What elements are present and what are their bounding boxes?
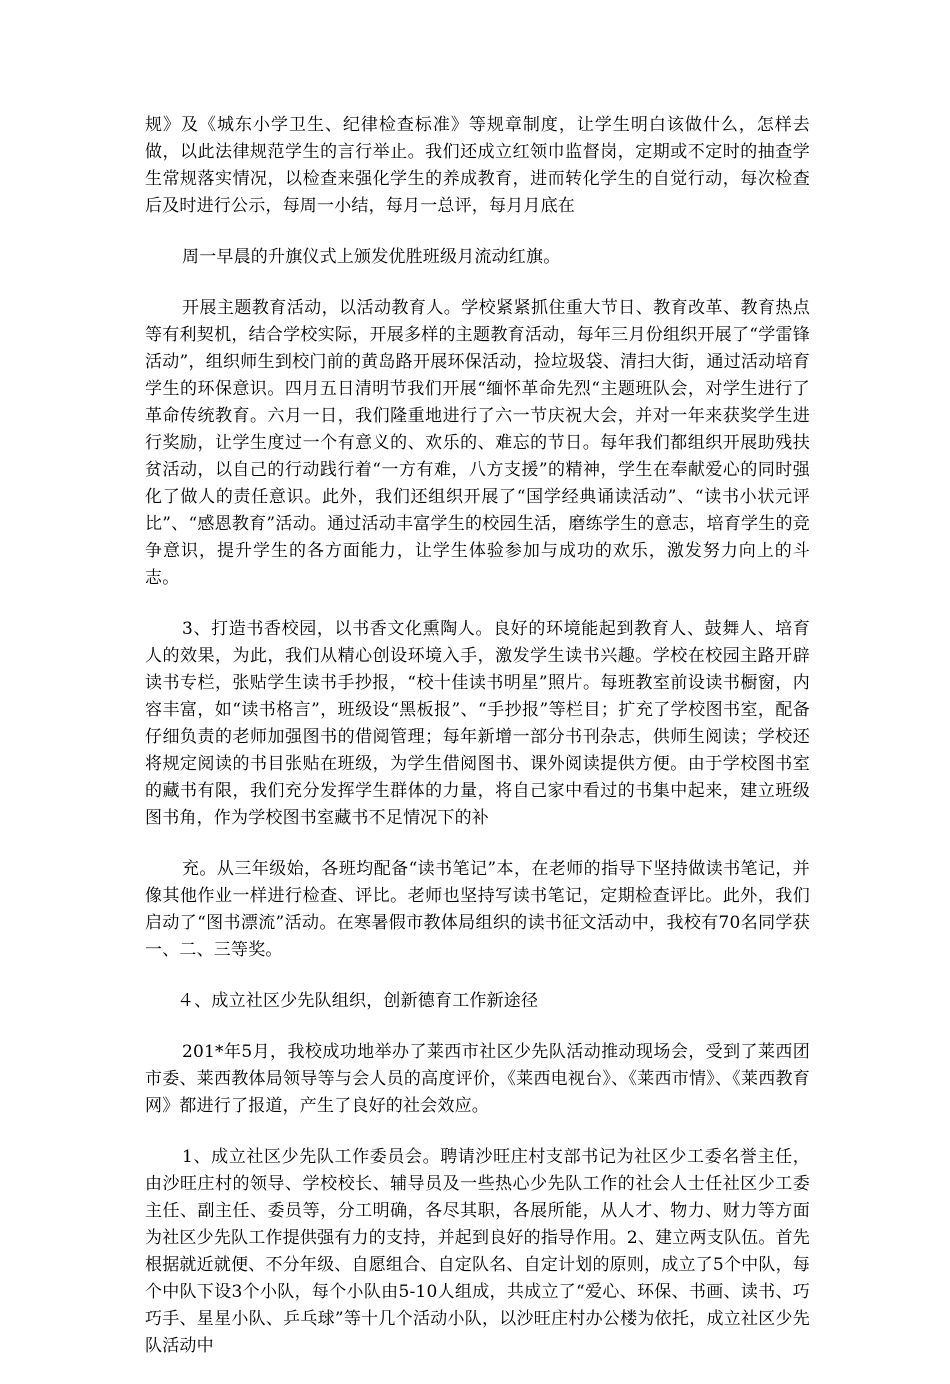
paragraph-4: 3、打造书香校园，以书香文化熏陶人。良好的环境能起到教育人、鼓舞人、培育人的效果，为此，我们从精心创设环境入手，激发学生读书兴趣。学校在校园主路开辟读书专栏，张贴学生读书手抄报，“校十佳读书明星”照片。每班教室前设读书橱窗，内容丰富，如“读书格言”，班级设“黑板报”、“手抄报”等栏目；扩充了学校图书室，配备仔细负责的老师加强图书的借阅管理；每年新增一部分书刊杂志，供师生阅读；学校还将规定阅读的书目张贴在班级，为学生借阅图书、课外阅读提供方便。由于学校图书室的藏书有限，我们充分发挥学生群体的力量，将自己家中看过的书集中起来，建立班级图书角，作为学校图书室藏书不足情况下的补 [145, 619, 810, 828]
paragraph-3: 开展主题教育活动，以活动教育人。学校紧紧抓住重大节日、教育改革、教育热点等有利契机，结合学校实际，开展多样的主题教育活动，每年三月份组织开展了“学雷锋活动”，组织师生到校门前的黄岛路开展环保活动，捡垃圾袋、清扫大街，通过活动培育学生的环保意识。四月五日清明节我们开展“缅怀革命先烈“主题班队会，对学生进行了革命传统教育。六月一日，我们隆重地进行了六一节庆祝大会，并对一年来获奖学生进行奖励，让学生度过一个有意义的、欢乐的、难忘的节日。每年我们都组织开展助残扶贫活动，以自己的行动践行着“一方有难，八方支援”的精神，学生在奉献爱心的同时强化了做人的责任意识。此外，我们还组织开展了“国学经典诵读活动”、“读书小状元评比”、“感恩教育”活动。通过活动丰富学生的校园生活，磨练学生的意志，培育学生的竞争意识，提升学生的各方面能力，让学生体验参加与成功的欢乐，激发努力向上的斗志。 [145, 298, 810, 588]
paragraph-5: 充。从三年级始，各班均配备“读书笔记”本，在老师的指导下坚持做读书笔记，并像其他作业一样进行检查、评比。老师也坚持写读书笔记，定期检查评比。此外，我们启动了“图书漂流”活动。在寒暑假市教体局组织的读书征文活动中，我校有70名同学获一、二、三等奖。 [145, 859, 810, 960]
paragraph-2: 周一早晨的升旗仪式上颁发优胜班级月流动红旗。 [182, 247, 561, 267]
paragraph-1: 规》及《城东小学卫生、纪律检查标准》等规章制度，让学生明白该做什么，怎样去做，以此法律规范学生的言行举止。我们还成立红领巾监督岗，定期或不定时的抽查学生常规落实情况，以检查来强化学生的养成教育，进而转化学生的自觉行动，每次检查后及时进行公示，每周一小结，每月一总评，每月月底在 [145, 115, 810, 216]
section-heading: ４、成立社区少先队组织，创新德育工作新途径 [177, 991, 539, 1011]
paragraph-8: 1、成立社区少先队工作委员会。聘请沙旺庄村支部书记为社区少工委名誉主任，由沙旺庄村的领导、学校校长、辅导员及一些热心少先队工作的社会人士任社区少工委主任、副主任、委员等，分工明确，各尽其职，各展所能，从人才、物力、财力等方面为社区少先队工作提供强有力的支持，并起到良好的指导作用。2、建立两支队伍。首先根据就近就便、不分年级、自愿组合、自定队名、自定计划的原则，成立了5个中队，每个中队下设3个小队，每个小队由5-10人组成，共成立了“爱心、环保、书画、读书、巧巧手、星星小队、乒乓球”等十几个活动小队，以沙旺庄村办公楼为依托，成立社区少先队活动中 [145, 1147, 810, 1356]
paragraph-7: 201*年5月，我校成功地举办了莱西市社区少先队活动推动现场会，受到了莱西团市委、莱西教体局领导等与会人员的高度评价，《莱西电视台》、《莱西市情》、《莱西教育网》都进行了报道，产生了良好的社会效应。 [145, 1042, 810, 1116]
document-page [145, 112, 810, 1384]
